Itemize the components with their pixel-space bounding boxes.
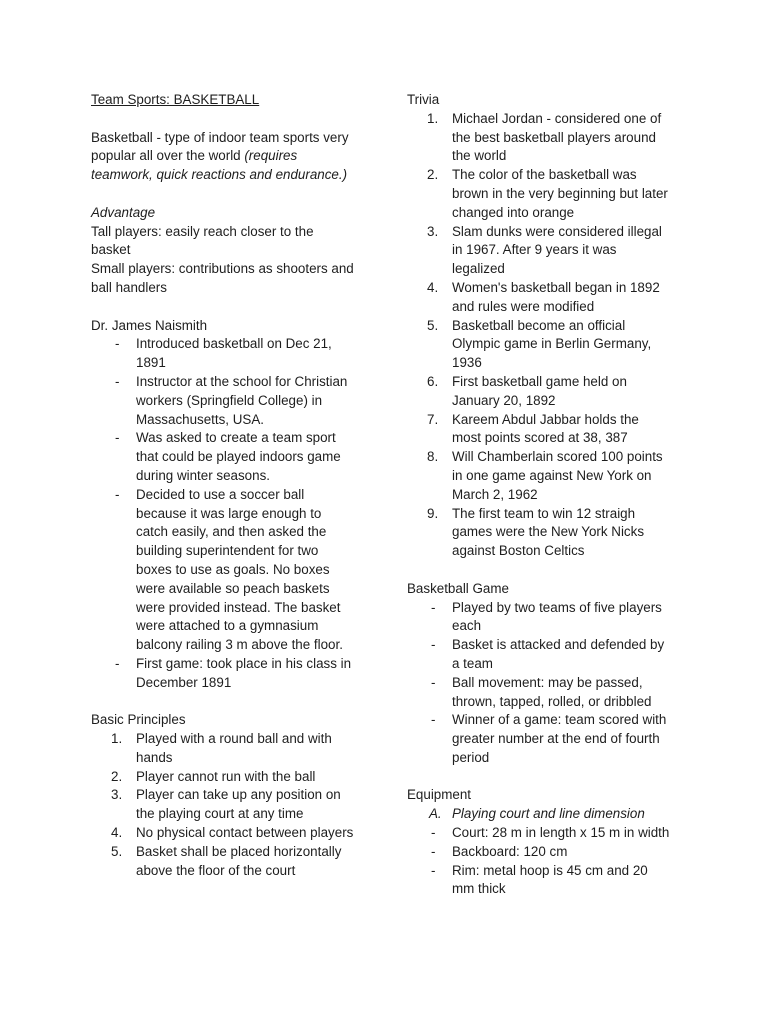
list-item-line: Backboard: 120 cm (452, 843, 568, 859)
bullet-dash: - (115, 655, 120, 671)
bullet-dash: - (431, 712, 436, 728)
list-item (91, 655, 376, 693)
list-number: A. (429, 806, 442, 822)
list-item (407, 843, 697, 862)
list-item (407, 166, 697, 222)
list-item (91, 824, 376, 843)
list-item (407, 223, 697, 279)
list-item-line: Women's basketball began in 1892 (452, 279, 660, 295)
list-item (407, 599, 697, 637)
list-item-line: each (452, 618, 482, 634)
list-item (407, 805, 697, 824)
list-item (407, 279, 697, 317)
list-item-line: Basketball become an official (452, 317, 626, 333)
list-number: 9. (427, 505, 439, 521)
bullet-dash: - (431, 674, 436, 690)
list-item-line: March 2, 1962 (452, 486, 538, 502)
list-item-line: were provided instead. The basket (136, 599, 341, 615)
equipment-sublist (407, 805, 697, 824)
list-item-line: Played by two teams of five players (452, 599, 662, 615)
bullet-dash: - (431, 843, 436, 859)
bullet-dash: - (115, 336, 120, 352)
list-item (407, 448, 697, 504)
list-item (407, 862, 697, 900)
list-number: 5. (111, 843, 123, 859)
game-list (407, 599, 697, 768)
list-number: 5. (427, 317, 439, 333)
list-item-line: Was asked to create a team sport (136, 430, 336, 446)
advantage-line: ball handlers (91, 279, 167, 295)
principles-list (91, 730, 376, 880)
list-item-line: a team (452, 655, 493, 671)
left-column (91, 91, 376, 880)
bullet-dash: - (431, 825, 436, 841)
list-item (407, 711, 697, 767)
list-item-line: boxes to use as goals. No boxes (136, 561, 330, 577)
list-item-line: No physical contact between players (136, 825, 354, 841)
list-item-line: because it was large enough to (136, 505, 322, 521)
list-item (407, 505, 697, 561)
list-number: 6. (427, 373, 439, 389)
list-item (91, 843, 376, 881)
intro-line: teamwork, quick reactions and endurance.) (91, 167, 348, 183)
list-item-line: most points scored at 38, 387 (452, 430, 628, 446)
list-item-line: the best basketball players around (452, 129, 656, 145)
list-item-line: Player can take up any position on (136, 787, 341, 803)
list-item-line: building superintendent for two (136, 543, 319, 559)
list-item (91, 786, 376, 824)
list-item-line: January 20, 1892 (452, 392, 556, 408)
list-item-line: thrown, tapped, rolled, or dribbled (452, 693, 652, 709)
list-item (91, 335, 376, 373)
list-item (91, 373, 376, 429)
bullet-dash: - (431, 599, 436, 615)
list-item-line: Court: 28 m in length x 15 m in width (452, 825, 670, 841)
advantage-line: Tall players: easily reach closer to the (91, 223, 314, 239)
list-item (407, 674, 697, 712)
list-item-line: workers (Springfield College) in (136, 392, 323, 408)
list-number: 7. (427, 411, 439, 427)
list-item-line: Player cannot run with the ball (136, 768, 316, 784)
list-number: 8. (427, 449, 439, 465)
list-item-line: Instructor at the school for Christian (136, 373, 348, 389)
list-item-line: were available so peach baskets (136, 580, 330, 596)
list-number: 4. (111, 825, 123, 841)
naismith-heading: Dr. James Naismith (91, 317, 208, 333)
list-item-line: Playing court and line dimension (452, 806, 645, 822)
list-item-line: were attached to a gymnasium (136, 618, 319, 634)
list-item-line: First basketball game held on (452, 373, 627, 389)
list-item-line: in one game against New York on (452, 467, 652, 483)
list-item-line: brown in the very beginning but later (452, 185, 668, 201)
list-item-line: Played with a round ball and with (136, 731, 332, 747)
list-item-line: period (452, 749, 490, 765)
bullet-dash: - (431, 637, 436, 653)
equipment-list (407, 824, 697, 899)
list-item-line: Basket is attacked and defended by (452, 637, 665, 653)
bullet-dash: - (115, 373, 120, 389)
list-item-line: mm thick (452, 881, 506, 897)
list-item-line: Basket shall be placed horizontally (136, 843, 342, 859)
list-number: 1. (427, 110, 439, 126)
list-item-line: catch easily, and then asked the (136, 524, 327, 540)
bullet-dash: - (115, 430, 120, 446)
advantage-line: Small players: contributions as shooters and (91, 261, 354, 277)
list-item (91, 429, 376, 485)
list-item-line: The color of the basketball was (452, 167, 637, 183)
list-number: 2. (111, 768, 123, 784)
list-item-line: balcony railing 3 m above the floor. (136, 637, 343, 653)
list-item-line: Introduced basketball on Dec 21, (136, 336, 332, 352)
list-item-line: and rules were modified (452, 298, 595, 314)
list-item-line: Slam dunks were considered illegal (452, 223, 662, 239)
list-item-line: The first team to win 12 straigh (452, 505, 636, 521)
advantage-line: basket (91, 242, 131, 258)
list-item-line: December 1891 (136, 674, 232, 690)
advantage-heading: Advantage (91, 204, 156, 220)
list-number: 4. (427, 279, 439, 295)
list-item-line: that could be played indoors game (136, 449, 341, 465)
list-item (407, 824, 697, 843)
principles-heading: Basic Principles (91, 712, 186, 728)
list-item-line: Winner of a game: team scored with (452, 712, 667, 728)
list-item-line: First game: took place in his class in (136, 655, 352, 671)
list-item (407, 636, 697, 674)
list-item-line: above the floor of the court (136, 862, 296, 878)
list-item (407, 317, 697, 373)
list-item-line: games were the New York Nicks (452, 524, 645, 540)
list-item (91, 730, 376, 768)
right-column (407, 91, 697, 899)
list-item-line: Olympic game in Berlin Germany, (452, 336, 652, 352)
game-heading: Basketball Game (407, 580, 509, 596)
list-item (407, 373, 697, 411)
list-item-line: against Boston Celtics (452, 543, 585, 559)
bullet-dash: - (115, 486, 120, 502)
list-item-line: hands (136, 749, 173, 765)
equipment-heading: Equipment (407, 787, 472, 803)
list-item-line: during winter seasons. (136, 467, 270, 483)
document-title: Team Sports: BASKETBALL (91, 92, 260, 107)
list-item-line: Rim: metal hoop is 45 cm and 20 (452, 862, 648, 878)
intro-line: popular all over the world (requires (91, 148, 298, 164)
trivia-heading: Trivia (407, 92, 440, 107)
list-item-line: 1891 (136, 355, 166, 371)
list-item-line: greater number at the end of fourth (452, 731, 660, 747)
bullet-dash: - (431, 862, 436, 878)
list-item-line: Kareem Abdul Jabbar holds the (452, 411, 639, 427)
trivia-list (407, 110, 697, 561)
list-item-line: the playing court at any time (136, 806, 304, 822)
list-item (407, 110, 697, 166)
list-number: 3. (111, 787, 123, 803)
list-item-line: Massachusetts, USA. (136, 411, 265, 427)
list-number: 3. (427, 223, 439, 239)
list-item-line: in 1967. After 9 years it was (452, 242, 617, 258)
list-item-line: Michael Jordan - considered one of (452, 110, 662, 126)
list-item-line: the world (452, 148, 507, 164)
list-item (407, 411, 697, 449)
list-item (91, 768, 376, 787)
list-number: 1. (111, 731, 123, 747)
list-item-line: legalized (452, 261, 505, 277)
list-item-line: changed into orange (452, 204, 575, 220)
intro-line: Basketball - type of indoor team sports very (91, 129, 349, 145)
list-item (91, 486, 376, 655)
list-item-line: Will Chamberlain scored 100 points (452, 449, 663, 465)
list-item-line: Ball movement: may be passed, (452, 674, 643, 690)
list-number: 2. (427, 167, 439, 183)
list-item-line: 1936 (452, 355, 482, 371)
naismith-list (91, 335, 376, 692)
list-item-line: Decided to use a soccer ball (136, 486, 305, 502)
